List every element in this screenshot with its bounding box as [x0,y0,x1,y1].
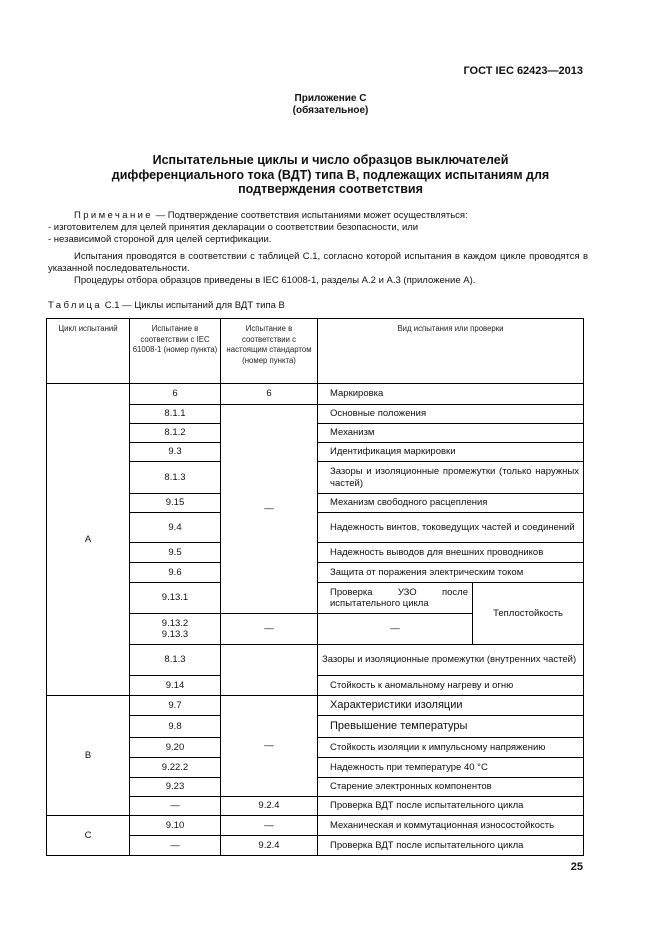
test-type-cell: Проверка ВДТ после испытательного цикла [318,836,584,856]
test-type-cell: Маркировка [318,384,584,405]
standard-clause-cell: 6 [221,384,318,405]
header-standard-clause: Испытание в соответствии с настоящим стандартом (номер пункта) [221,319,318,384]
cycle-c-cell: С [47,816,130,856]
table-caption-label: Таблица [48,300,103,311]
heading-line-1: Испытательные циклы и число образцов выключателей [152,153,509,167]
iec-clause-line-1: 9.13.2 [161,617,189,629]
note-item-2: - независимой стороной для целей сертификации. [48,234,272,245]
table-caption [48,300,285,311]
iec-clause-cell: 9.15 [130,494,221,513]
test-type-cell: Механизм [318,424,584,443]
test-type-cell: Надежность винтов, токоведущих частей и соединений [318,513,584,543]
iec-clause-line-2: 9.13.3 [161,629,189,640]
standard-clause-dash: — [221,816,318,836]
paragraph-test-sequence: Испытания проводятся в соответствии с таблицей С.1, согласно которой испытания в каждом цикле проводятся в указанной последовательности. [48,251,588,274]
iec-clause-dash: — [130,836,221,856]
iec-clause-cell: 8.1.3 [130,645,221,676]
header-cycle: Цикл испытаний [47,319,130,384]
iec-clause-cell: 8.1.3 [130,462,221,494]
iec-clause-cell: 6 [130,384,221,405]
test-type-cell: Основные положения [318,405,584,424]
cycle-a-cell: А [47,384,130,696]
test-type-cell: Механическая и коммутационная износостойкость [318,816,584,836]
cycle-b-cell: В [47,696,130,816]
test-type-cell: Зазоры и изоляционные промежутки (внутренних частей) [318,645,584,676]
note-paragraph [48,210,588,222]
iec-clause-cell: 9.13.1 [130,583,221,614]
header-iec-clause: Испытание в соответствии с IEC 61008-1 (номер пункта) [130,319,221,384]
paragraph-sampling: Процедуры отбора образцов приведены в IEC 61008-1, разделы А.2 и А.3 (приложение А). [74,275,476,286]
iec-clause-dash: — [130,797,221,816]
standard-clause-cell: 9.2.4 [221,836,318,856]
table-row [47,696,584,716]
test-type-dash: — [318,614,473,645]
standard-clause-dash: — [221,614,318,645]
iec-clause-cell: 9.22.2 [130,758,221,778]
page-number: 25 [570,861,583,873]
test-type-cell: Надежность при температуре 40 °С [318,758,584,778]
annex-title: Приложение С [294,93,367,104]
standard-clause-dash: — [221,405,318,614]
table-caption-text: С.1 — Циклы испытаний для ВДТ типа В [102,300,285,311]
test-type-cell: Стойкость к аномальному нагреву и огню [318,676,584,696]
iec-clause-cell: 9.7 [130,696,221,716]
table-row [47,816,584,836]
test-type-cell: Надежность выводов для внешних проводников [318,543,584,563]
iec-clause-cell: 8.1.1 [130,405,221,424]
iec-clause-cell: 9.3 [130,443,221,462]
test-cycles-table [46,318,584,856]
iec-clause-cell: 9.5 [130,543,221,563]
iec-clause-cell: 8.1.2 [130,424,221,443]
test-type-cell: Проверка УЗО после испытательного цикла [318,583,473,614]
heat-resistance-cell: Теплостойкость [473,583,584,645]
test-type-cell: Зазоры и изоляционные промежутки (только наружных частей) [318,462,584,494]
test-type-cell: Характеристики изоляции [318,696,584,716]
table-header-row [47,319,584,384]
standard-clause-cell: 9.2.4 [221,797,318,816]
iec-clause-cell: 9.14 [130,676,221,696]
test-type-cell: Проверка ВДТ после испытательного цикла [318,797,584,816]
document-standard-header: ГОСТ IEC 62423—2013 [463,65,583,77]
test-type-cell: Старение электронных компонентов [318,778,584,797]
iec-clause-cell: 9.8 [130,716,221,738]
header-test-type: Вид испытания или проверки [318,319,584,384]
iec-clause-cell: 9.4 [130,513,221,543]
annex-heading [60,153,601,197]
standard-clause-empty [221,645,318,696]
standard-clause-dash: — [221,696,318,797]
test-type-cell: Превышение температуры [318,716,584,738]
test-type-cell: Механизм свободного расцепления [318,494,584,513]
iec-clause-cell [130,614,221,645]
test-type-cell: Идентификация маркировки [318,443,584,462]
annex-status: (обязательное) [292,105,369,116]
iec-clause-cell: 9.20 [130,738,221,758]
iec-clause-cell: 9.23 [130,778,221,797]
note-text: — Подтверждение соответствия испытаниями может осуществляться: [153,210,468,221]
note-label: Примечание [74,210,153,221]
heading-line-3: подтверждения соответствия [238,182,423,196]
table-row [47,384,584,405]
heading-line-2: дифференциального тока (ВДТ) типа В, подлежащих испытаниям для [111,167,550,182]
iec-clause-cell: 9.6 [130,563,221,583]
test-type-cell: Стойкость изоляции к импульсному напряжению [318,738,584,758]
note-item-1: - изготовителем для целей принятия декларации о соответствии безопасности, или [48,222,419,233]
iec-clause-cell: 9.10 [130,816,221,836]
test-type-cell: Защита от поражения электрическим током [318,563,584,583]
